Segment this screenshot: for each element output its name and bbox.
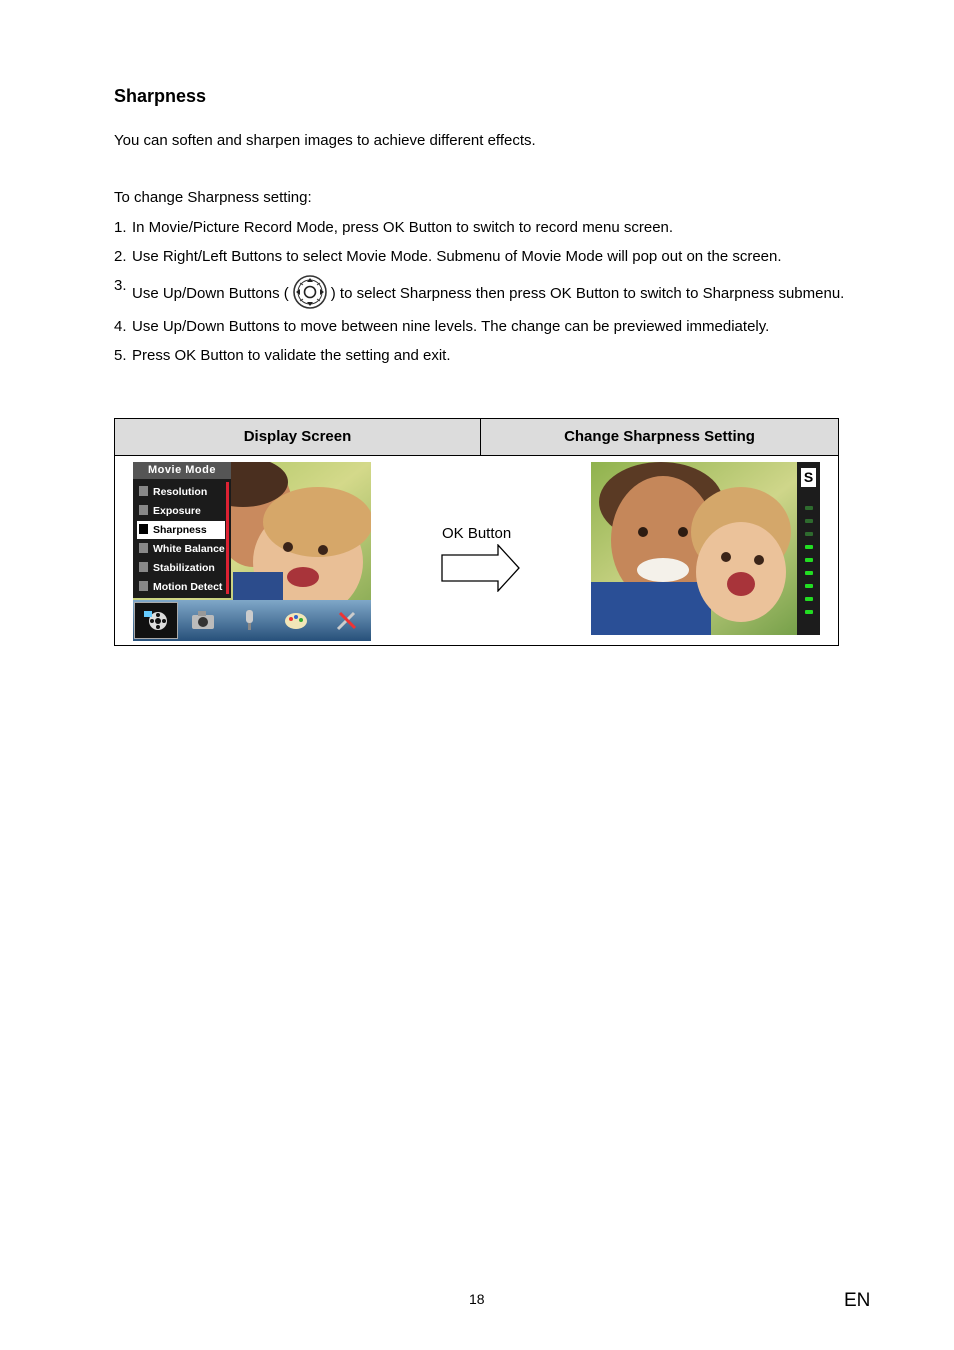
- menu-item-label: Motion Detect: [153, 581, 223, 593]
- step-number: 4.: [114, 318, 127, 335]
- step-text-after: ) to select Sharpness then press OK Button to switch to Sharpness submenu.: [330, 285, 845, 302]
- step-number: 3.: [114, 277, 127, 294]
- sharpness-level-segment: [805, 545, 813, 549]
- step-number: 5.: [114, 347, 127, 364]
- exposure-icon: [139, 505, 148, 515]
- sharpness-level-segment: [805, 532, 813, 536]
- page-number: 18: [469, 1291, 485, 1307]
- menu-item-exposure[interactable]: [137, 502, 225, 520]
- intro-text: You can soften and sharpen images to achieve different effects.: [114, 132, 536, 149]
- step-text: [132, 274, 854, 310]
- sharpness-level-indicator: [797, 462, 820, 635]
- menu-item-sharpness[interactable]: [137, 521, 225, 539]
- camera-icon[interactable]: [190, 608, 216, 632]
- sharpness-level-segment: [805, 506, 813, 510]
- resolution-icon: [139, 486, 148, 496]
- menu-scrollbar[interactable]: [226, 482, 229, 594]
- language-code: EN: [844, 1290, 871, 1311]
- microphone-icon[interactable]: [236, 608, 262, 632]
- step-number: 1.: [114, 219, 127, 236]
- menu-item-white-balance[interactable]: [137, 540, 225, 558]
- step-text-before: Use Up/Down Buttons (: [132, 285, 289, 302]
- movie-mode-menu: [133, 462, 231, 598]
- sharpness-icon: S: [801, 468, 816, 487]
- step-text: Press OK Button to validate the setting and exit.: [132, 347, 451, 364]
- stabilization-icon: [139, 562, 148, 572]
- sharpness-level-segment: [805, 584, 813, 588]
- menu-item-resolution[interactable]: [137, 483, 225, 501]
- sharpness-level-segment: [805, 597, 813, 601]
- palette-icon[interactable]: [283, 608, 309, 632]
- menu-item-label: Resolution: [153, 486, 208, 498]
- sharpness-preview-image: [591, 462, 820, 635]
- instruction-table: [114, 418, 839, 646]
- step-5: [114, 344, 854, 368]
- menu-item-label: Sharpness: [153, 524, 207, 536]
- movie-mode-icon[interactable]: [143, 608, 169, 632]
- menu-title: Movie Mode: [133, 462, 231, 479]
- sharpness-level-segment: [805, 519, 813, 523]
- family-photo: [591, 462, 820, 635]
- right-arrow-icon: [441, 544, 521, 592]
- menu-item-motion-detect[interactable]: [137, 578, 225, 596]
- section-heading: Sharpness: [114, 86, 207, 106]
- header-change-setting: Change Sharpness Setting: [564, 428, 755, 445]
- white-balance-icon: [139, 543, 148, 553]
- sharpness-icon: [139, 524, 148, 534]
- step-3: [114, 274, 854, 310]
- menu-item-label: Exposure: [153, 505, 201, 517]
- menu-item-label: Stabilization: [153, 562, 215, 574]
- step-text: Use Up/Down Buttons to move between nine levels. The change can be previewed immediately.: [132, 318, 770, 335]
- steps-list: [114, 216, 854, 373]
- step-1: [114, 216, 854, 240]
- tools-icon[interactable]: [334, 608, 360, 632]
- sharpness-level-segment: [805, 558, 813, 562]
- step-text: Use Right/Left Buttons to select Movie Mode. Submenu of Movie Mode will pop out on the screen.: [132, 248, 782, 265]
- step-2: [114, 245, 854, 269]
- ok-button-label: OK Button: [442, 525, 512, 542]
- menu-item-stabilization[interactable]: [137, 559, 225, 577]
- dpad-icon: [291, 274, 329, 310]
- step-number: 2.: [114, 248, 127, 265]
- step-text: In Movie/Picture Record Mode, press OK Button to switch to record menu screen.: [132, 219, 674, 236]
- menu-item-label: White Balance: [153, 543, 225, 555]
- sharpness-level-segment: [805, 610, 813, 614]
- display-screen-image: [133, 462, 371, 641]
- header-display-screen: Display Screen: [115, 419, 481, 455]
- sharpness-level-segment: [805, 571, 813, 575]
- table-header: [115, 419, 838, 456]
- mode-toolbar: [133, 600, 371, 641]
- steps-heading: To change Sharpness setting:: [114, 189, 312, 206]
- step-4: [114, 315, 854, 339]
- motion-detect-icon: [139, 581, 148, 591]
